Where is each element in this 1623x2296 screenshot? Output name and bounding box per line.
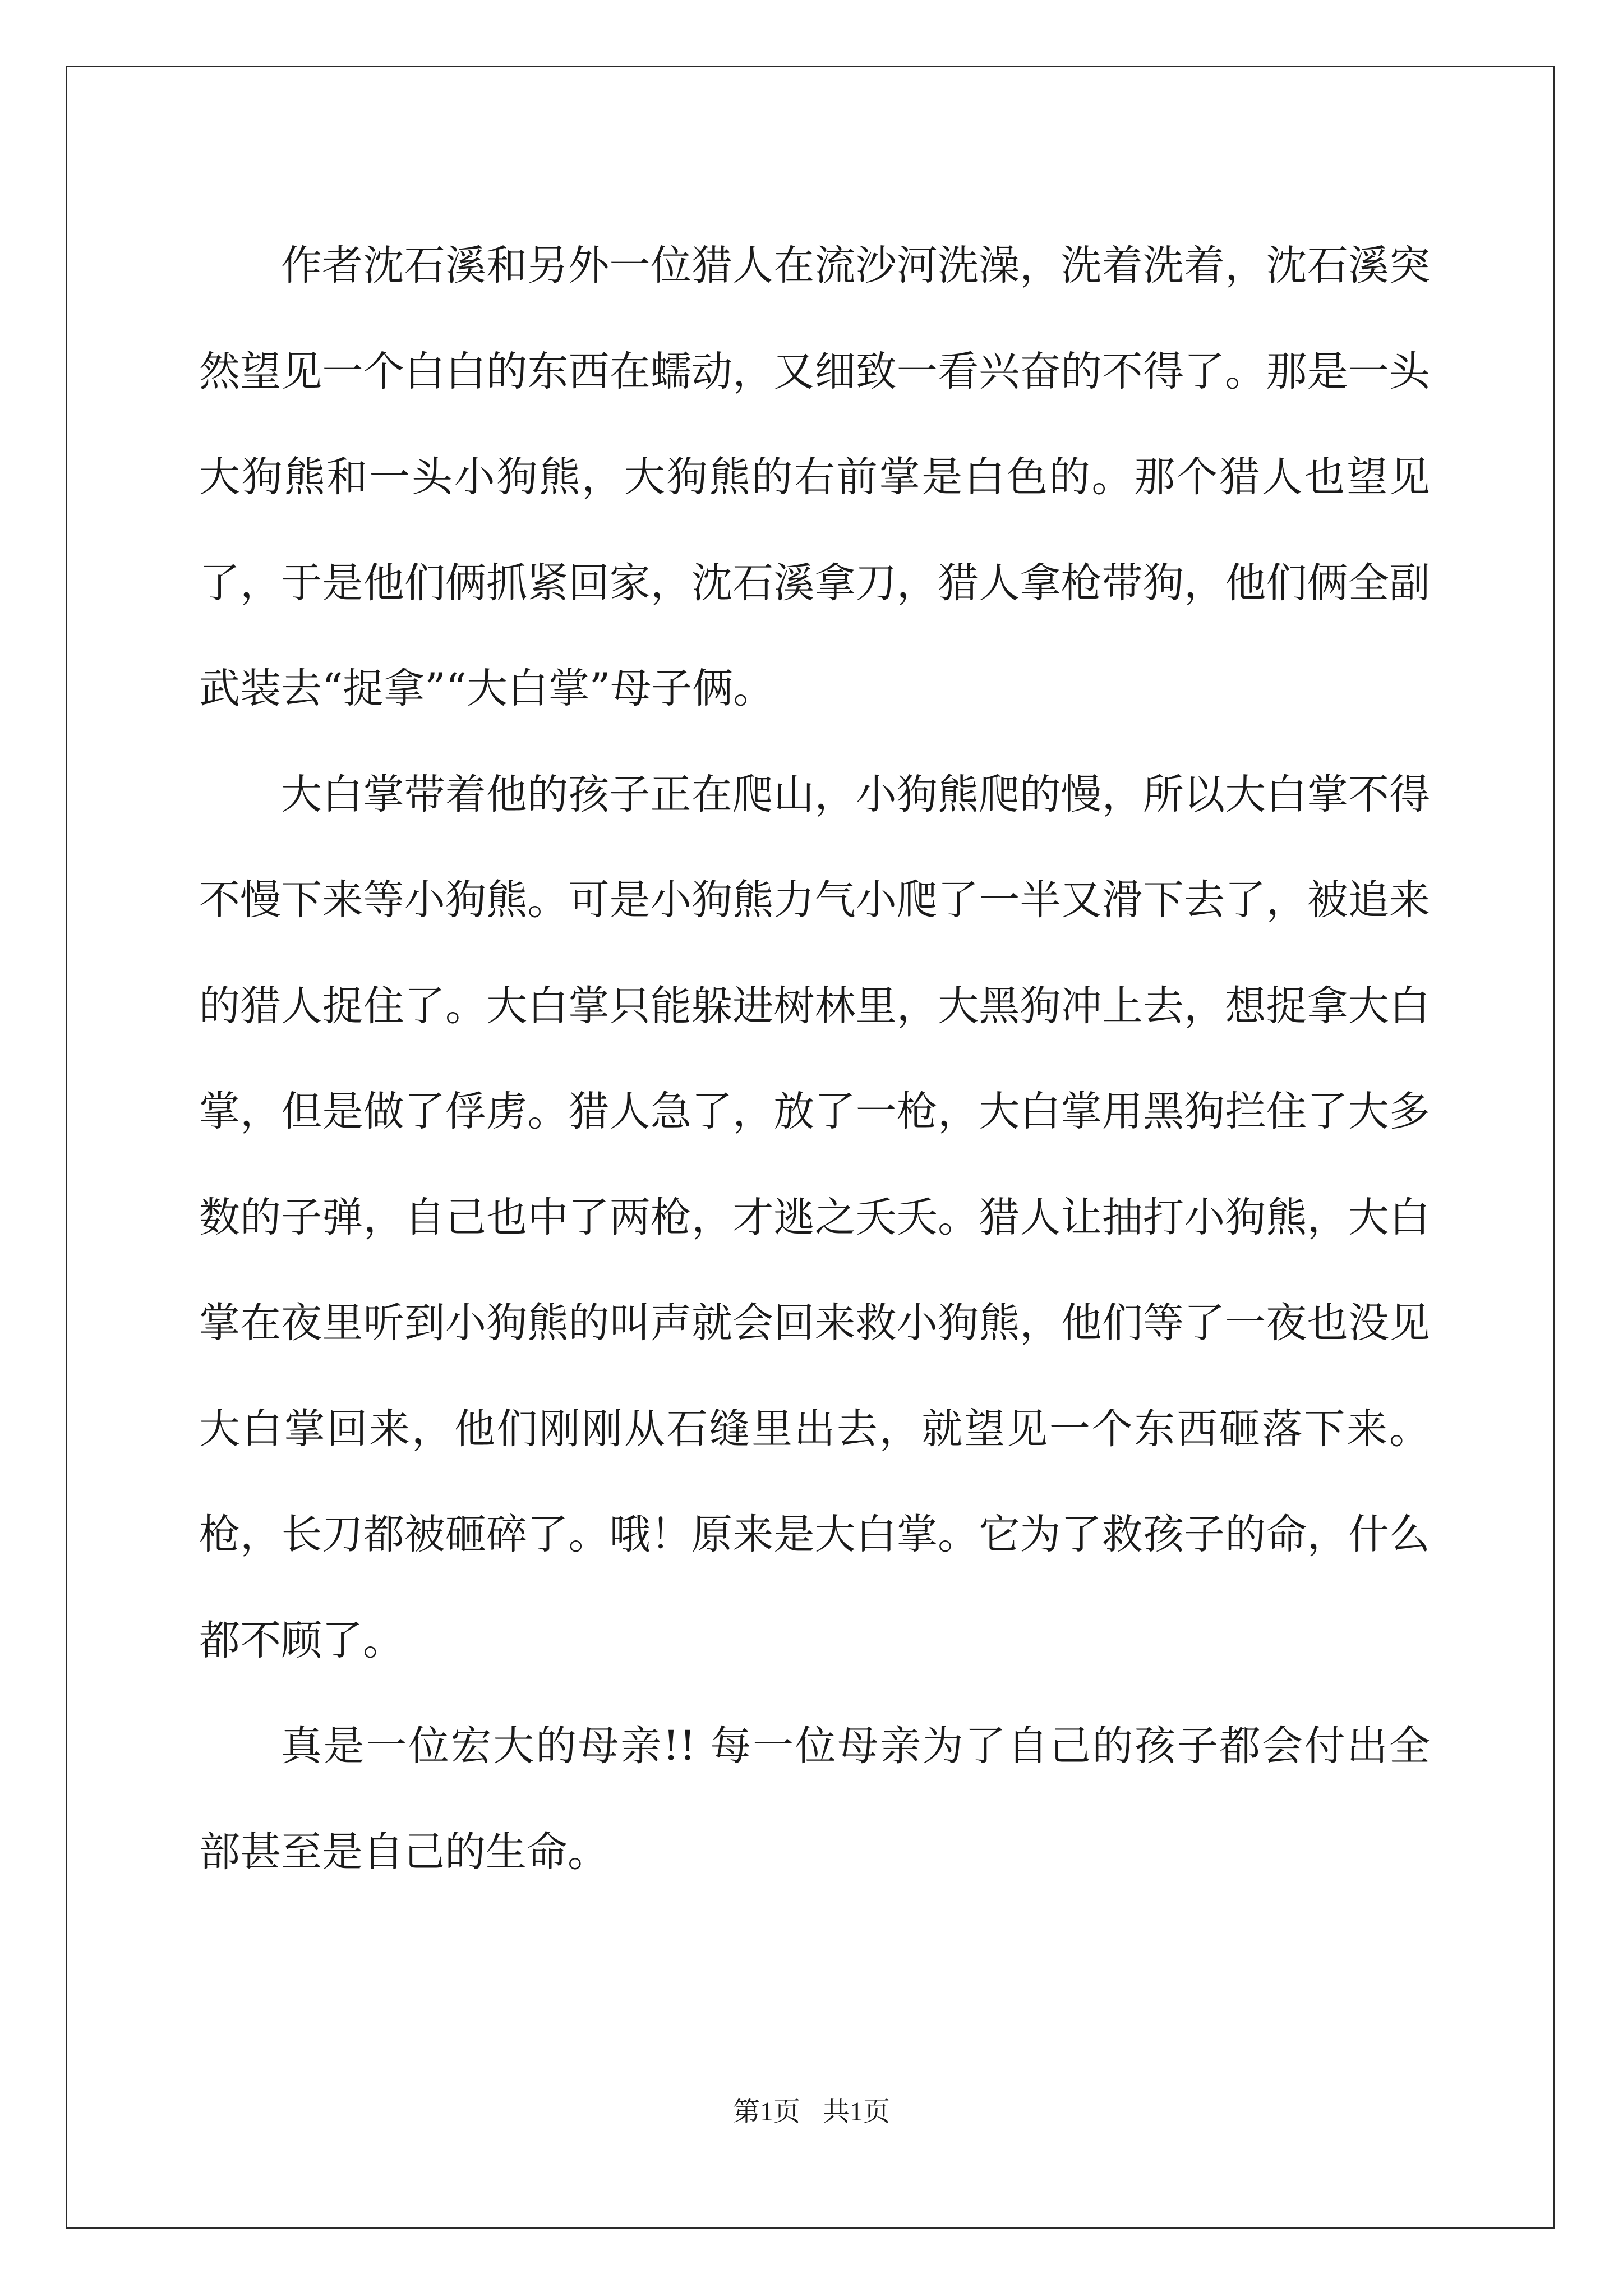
- paragraph-3: 真是一位宏大的母亲!! 每一位母亲为了自己的孩子都会付出全部甚至是自己的生命。: [199, 1722, 1430, 1876]
- page-number: 第1页: [732, 2097, 800, 2127]
- document-body: [199, 213, 1430, 1905]
- paragraph-1: 作者沈石溪和另外一位猎人在流沙河洗澡，洗着洗着，沈石溪突然望见一个白白的东西在蠕动，又细致一看兴奋的不得了。那是一头大狗熊和一头小狗熊，大狗熊的右前掌是白色的。那个猎人也望见了，于是他们俩抓紧回家，沈石溪拿刀，猎人拿枪带狗，他们俩全副武装去“捉拿”“大白掌”母子俩。: [199, 242, 1430, 712]
- page-footer: [0, 2095, 1623, 2129]
- page-total: 共1页: [823, 2097, 891, 2127]
- paragraph-2: 大白掌带着他的孩子正在爬山，小狗熊爬的慢，所以大白掌不得不慢下来等小狗熊。可是小狗熊力气小爬了一半又滑下去了，被追来的猎人捉住了。大白掌只能躲进树林里，大黑狗冲上去，想捉拿大白掌，但是做了俘虏。猎人急了，放了一枪，大白掌用黑狗拦住了大多数的子弹，自己也中了两枪，才逃之夭夭。猎人让抽打小狗熊，大白掌在夜里听到小狗熊的叫声就会回来救小狗熊，他们等了一夜也没见大白掌回来，他们刚刚从石缝里出去，就望见一个东西砸落下来。枪，长刀都被砸碎了。哦！原来是大白掌。它为了救孩子的命，什么都不顾了。: [199, 770, 1430, 1664]
